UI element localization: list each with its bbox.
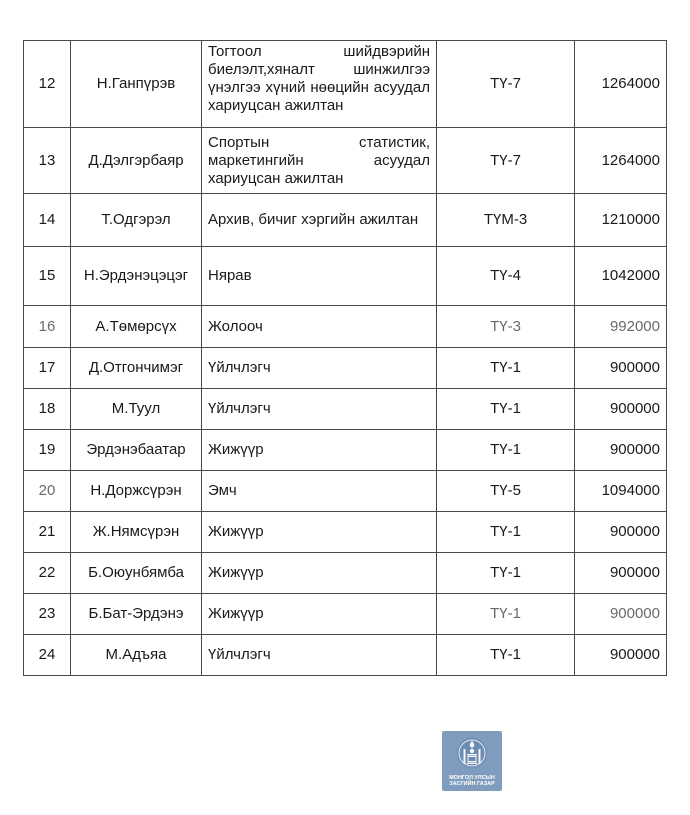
row-number: 13 — [24, 128, 71, 194]
employee-name: М.Туул — [71, 389, 202, 430]
employee-name: А.Төмөрсүх — [71, 306, 202, 348]
grade-code: ТҮМ-3 — [437, 194, 575, 247]
employee-name: Б.Оюунбямба — [71, 553, 202, 594]
position-title: Үйлчлэгч — [202, 348, 437, 389]
seal-text-line-2: ЗАСГИЙН ГАЗАР — [449, 781, 495, 787]
table-row — [24, 635, 667, 676]
position-title: Тогтоол шийдвэрийн биелэлт,хяналт шинжилгээ үнэлгээ хүний нөөцийн асуудал хариуцсан ажилтан — [202, 41, 437, 128]
row-number: 22 — [24, 553, 71, 594]
position-title: Жижүүр — [202, 594, 437, 635]
row-number: 19 — [24, 430, 71, 471]
position-title: Үйлчлэгч — [202, 389, 437, 430]
salary-amount: 992000 — [575, 306, 667, 348]
salary-amount: 1264000 — [575, 128, 667, 194]
table-row — [24, 128, 667, 194]
grade-code: ТҮ-5 — [437, 471, 575, 512]
employee-name: Н.Ганпүрэв — [71, 41, 202, 128]
table-row — [24, 553, 667, 594]
employee-name: Б.Бат-Эрдэнэ — [71, 594, 202, 635]
salary-amount: 900000 — [575, 512, 667, 553]
position-title: Жолооч — [202, 306, 437, 348]
grade-code: ТҮ-7 — [437, 128, 575, 194]
salary-amount: 900000 — [575, 430, 667, 471]
grade-code: ТҮ-1 — [437, 553, 575, 594]
salary-amount: 1210000 — [575, 194, 667, 247]
table-row — [24, 430, 667, 471]
salary-amount: 900000 — [575, 594, 667, 635]
row-number: 18 — [24, 389, 71, 430]
employee-name: Эрдэнэбаатар — [71, 430, 202, 471]
row-number: 14 — [24, 194, 71, 247]
employee-name: Н.Доржсүрэн — [71, 471, 202, 512]
table-row — [24, 512, 667, 553]
grade-code: ТҮ-1 — [437, 348, 575, 389]
table-row — [24, 471, 667, 512]
employee-name: Т.Одгэрэл — [71, 194, 202, 247]
position-title: Спортын статистик, маркетингийн асуудал хариуцсан ажилтан — [202, 128, 437, 194]
position-title: Жижүүр — [202, 512, 437, 553]
employee-name: Д.Дэлгэрбаяр — [71, 128, 202, 194]
row-number: 23 — [24, 594, 71, 635]
grade-code: ТҮ-1 — [437, 594, 575, 635]
table-row — [24, 41, 667, 128]
employee-name: Ж.Нямсүрэн — [71, 512, 202, 553]
seal-text-line-1: МОНГОЛ УЛСЫН — [449, 775, 495, 781]
grade-code: ТҮ-1 — [437, 389, 575, 430]
position-title: Үйлчлэгч — [202, 635, 437, 676]
government-seal — [442, 731, 502, 791]
grade-code: ТҮ-4 — [437, 247, 575, 306]
grade-code: ТҮ-7 — [437, 41, 575, 128]
table-row — [24, 348, 667, 389]
table-row — [24, 247, 667, 306]
row-number: 15 — [24, 247, 71, 306]
salary-amount: 900000 — [575, 635, 667, 676]
salary-amount: 1094000 — [575, 471, 667, 512]
salary-amount: 1042000 — [575, 247, 667, 306]
salary-amount: 900000 — [575, 389, 667, 430]
table-row — [24, 306, 667, 348]
row-number: 17 — [24, 348, 71, 389]
position-title: Жижүүр — [202, 430, 437, 471]
staff-salary-table — [23, 40, 667, 676]
salary-amount: 900000 — [575, 553, 667, 594]
table-row — [24, 594, 667, 635]
employee-name: Д.Отгончимэг — [71, 348, 202, 389]
position-title: Нярав — [202, 247, 437, 306]
position-title: Архив, бичиг хэргийн ажилтан — [202, 194, 437, 247]
table-row — [24, 389, 667, 430]
salary-amount: 900000 — [575, 348, 667, 389]
table-row — [24, 194, 667, 247]
row-number: 12 — [24, 41, 71, 128]
salary-amount: 1264000 — [575, 41, 667, 128]
grade-code: ТҮ-1 — [437, 512, 575, 553]
employee-name: Н.Эрдэнэцэцэг — [71, 247, 202, 306]
grade-code: ТҮ-3 — [437, 306, 575, 348]
row-number: 16 — [24, 306, 71, 348]
grade-code: ТҮ-1 — [437, 635, 575, 676]
row-number: 24 — [24, 635, 71, 676]
position-title: Жижүүр — [202, 553, 437, 594]
grade-code: ТҮ-1 — [437, 430, 575, 471]
row-number: 20 — [24, 471, 71, 512]
employee-name: М.Адъяа — [71, 635, 202, 676]
row-number: 21 — [24, 512, 71, 553]
position-title: Эмч — [202, 471, 437, 512]
